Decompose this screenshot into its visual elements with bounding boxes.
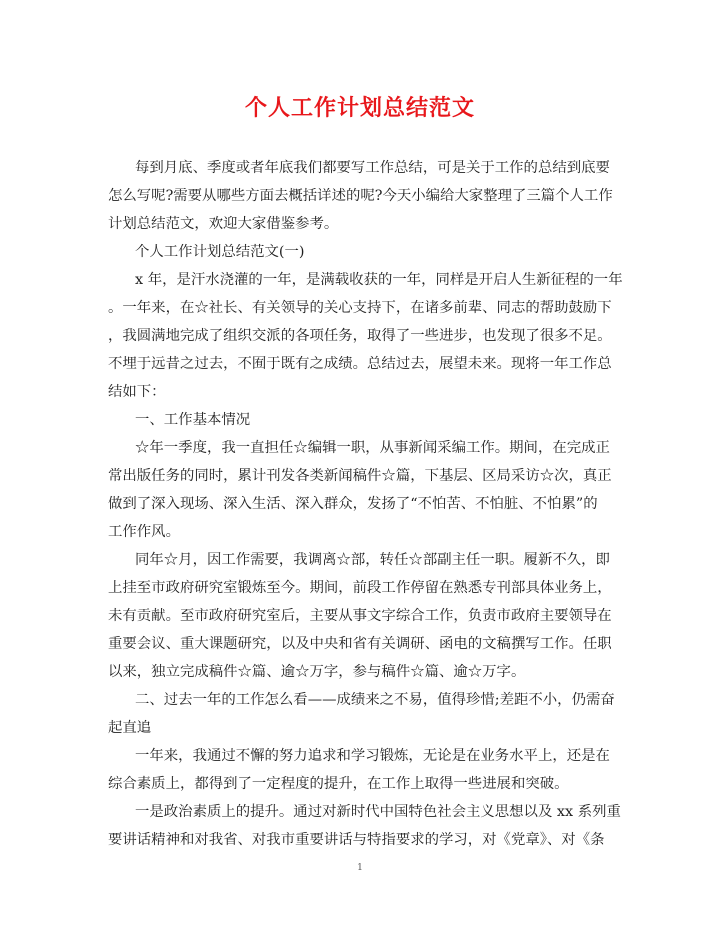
- paragraph-line: 每到月底、季度或者年底我们都要写工作总结，可是关于工作的总结到底要: [135, 160, 610, 176]
- paragraph-line: x 年，是汗水浇灌的一年，是满载收获的一年，同样是开启人生新征程的一年: [135, 272, 623, 288]
- paragraph-line: ☆年一季度，我一直担任☆编辑一职，从事新闻采编工作。期间，在完成正: [135, 440, 610, 456]
- paragraph-line: 工作作风。: [108, 524, 180, 540]
- paragraph-line: 一年来，我通过不懈的努力追求和学习锻炼，无论是在业务水平上，还是在: [135, 748, 610, 764]
- paragraph-line: 要讲话精神和对我省、对我市重要讲话与特指要求的学习，对《党章》、对《条: [108, 832, 605, 848]
- section-heading: 二、过去一年的工作怎么看——成绩来之不易，值得珍惜;差距不小，仍需奋: [135, 692, 615, 708]
- page-number: 1: [357, 863, 363, 873]
- section-heading-continuation: 起直追: [108, 720, 152, 736]
- paragraph-line: 。一年来，在☆社长、有关领导的关心支持下，在诸多前辈、同志的帮助鼓励下: [108, 300, 612, 316]
- document-title: 个人工作计划总结范文: [244, 95, 475, 121]
- paragraph-line: 计划总结范文，欢迎大家借鉴参考。: [108, 216, 339, 232]
- paragraph-line: 做到了深入现场、深入生活、深入群众，发扬了“不怕苦、不怕脏、不怕累”的: [108, 496, 598, 512]
- section-heading: 一、工作基本情况: [135, 412, 251, 428]
- paragraph-line: 同年☆月，因工作需要，我调离☆部，转任☆部副主任一职。履新不久，即: [135, 552, 610, 568]
- paragraph-line: 怎么写呢?需要从哪些方面去概括详述的呢?今天小编给大家整理了三篇个人工作: [108, 188, 613, 204]
- paragraph-line: 以来，独立完成稿件☆篇、逾☆万字，参与稿件☆篇、逾☆万字。: [108, 664, 526, 680]
- paragraph-line: 不埋于远昔之过去，不囿于既有之成绩。总结过去，展望未来。现将一年工作总: [108, 356, 612, 372]
- paragraph-line: 常出版任务的同时，累计刊发各类新闻稿件☆篇，下基层、区局采访☆次，真正: [108, 468, 612, 484]
- paragraph-line: 一是政治素质上的提升。通过对新时代中国特色社会主义思想以及 xx 系列重: [135, 804, 621, 820]
- paragraph-line: 上挂至市政府研究室锻炼至今。期间，前段工作停留在熟悉专刊部具体业务上，: [108, 580, 612, 596]
- paragraph-line: ，我圆满地完成了组织交派的各项任务，取得了一些进步，也发现了很多不足。: [108, 328, 612, 344]
- paragraph-line: 重要会议、重大课题研究，以及中央和省有关调研、函电的文稿撰写工作。任职: [108, 636, 612, 652]
- paragraph-line: 综合素质上，都得到了一定程度的提升，在工作上取得一些进展和突破。: [108, 776, 569, 792]
- section-heading: 个人工作计划总结范文(一): [135, 244, 305, 260]
- paragraph-line: 未有贡献。至市政府研究室后，主要从事文字综合工作，负责市政府主要领导在: [108, 608, 612, 624]
- paragraph-line: 结如下：: [108, 384, 166, 400]
